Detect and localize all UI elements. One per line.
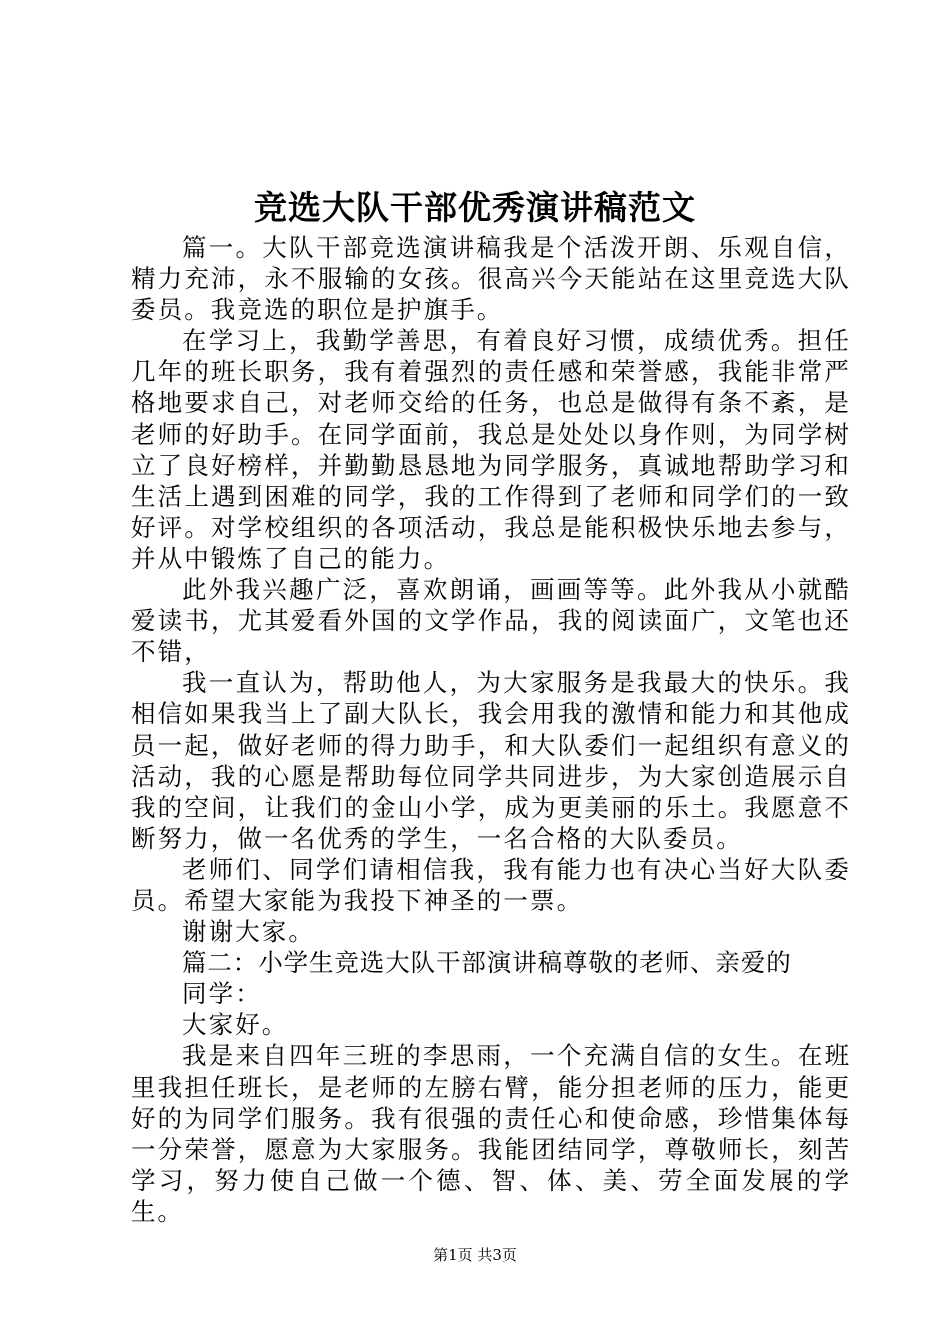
paragraph-7: 篇二：小学生竞选大队干部演讲稿尊敬的老师、亲爱的 bbox=[182, 948, 792, 978]
paragraph-8: 同学： bbox=[182, 979, 262, 1009]
paragraph-1: 篇一。大队干部竞选演讲稿我是个活泼开朗、乐观自信，精力充沛，永不服输的女孩。很高兴今天能站在这里竞选大队委员。我竞选的职位是护旗手。 bbox=[131, 233, 851, 325]
paragraph-2: 在学习上，我勤学善思，有着良好习惯，成绩优秀。担任几年的班长职务，我有着强烈的责任感和荣誉感，我能非常严格地要求自己，对老师交给的任务，也总是做得有条不紊，是老师的好助手。在同学面前，我总是处处以身作则，为同学树立了良好榜样，并勤勤恳恳地为同学服务，真诚地帮助学习和生活上遇到困难的同学，我的工作得到了老师和同学们的一致好评。对学校组织的各项活动，我总是能积极快乐地去参与，并从中锻炼了自己的能力。 bbox=[131, 326, 851, 573]
document-title: 竞选大队干部优秀演讲稿范文 bbox=[254, 188, 696, 227]
paragraph-6: 谢谢大家。 bbox=[182, 917, 315, 947]
document-body bbox=[131, 232, 851, 1227]
paragraph-5: 老师们、同学们请相信我，我有能力也有决心当好大队委员。希望大家能为我投下神圣的一票。 bbox=[131, 854, 851, 915]
page-footer: 第1页 共3页 bbox=[433, 1246, 517, 1264]
paragraph-10: 我是来自四年三班的李思雨，一个充满自信的女生。在班里我担任班长，是老师的左膀右臂，能分担老师的压力，能更好的为同学们服务。我有很强的责任心和使命感，珍惜集体每一分荣誉，愿意为大家服务。我能团结同学，尊敬师长，刻苦学习，努力使自己做一个德、智、体、美、劳全面发展的学生。 bbox=[131, 1041, 851, 1226]
paragraph-4: 我一直认为，帮助他人，为大家服务是我最大的快乐。我相信如果我当上了副大队长，我会用我的激情和能力和其他成员一起，做好老师的得力助手，和大队委们一起组织有意义的活动，我的心愿是帮助每位同学共同进步，为大家创造展示自我的空间，让我们的金山小学，成为更美丽的乐土。我愿意不断努力，做一名优秀的学生，一名合格的大队委员。 bbox=[131, 668, 851, 853]
paragraph-9: 大家好。 bbox=[182, 1010, 289, 1040]
paragraph-3: 此外我兴趣广泛，喜欢朗诵，画画等等。此外我从小就酷爱读书，尤其爱看外国的文学作品，我的阅读面广，文笔也还不错， bbox=[131, 575, 851, 667]
